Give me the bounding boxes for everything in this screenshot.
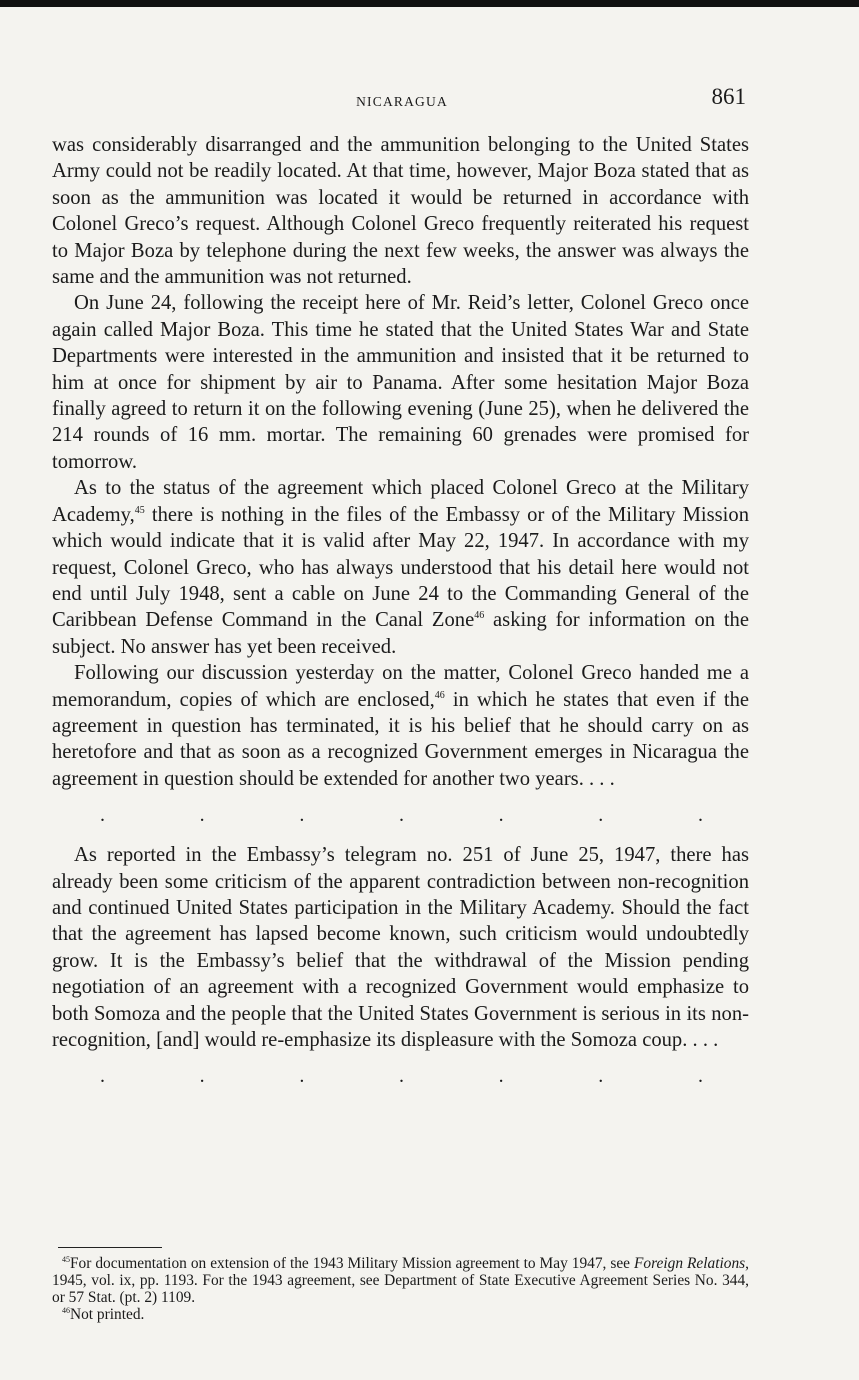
ellipsis-dot: . [498,804,504,827]
paragraph-text: Following our discussion yesterday on the matter, Colonel Greco handed me a memorandum, copies of which are enclosed, [52,662,749,711]
paragraph-text: asking for information on the subject. No answer has yet been received. [52,609,749,658]
footnote-text: , 1945, vol. ix, pp. 1193. For the 1943 agreement, see Department of State Executive Agreement Series No. 344, or 57 Stat. (pt. 2) 1109. [52,1255,749,1306]
footnote-ref-46[interactable]: 46 [474,610,485,622]
paragraph-june-24: On June 24, following the receipt here of Mr. Reid’s letter, Colonel Greco once again called Major Boza. This time he stated that the United States War and State Departments were interested in the ammunition and insisted that it be returned to him at once for shipment by air to Panama. After some hesitation Major Boza finally agreed to return it on the following evening (June 25), when he delivered the 214 rounds of 16 mm. mortar. The remaining 60 grenades were promised for tomorrow. [52,292,749,473]
ellipsis-dot: . [199,804,205,827]
footnote-ref-46[interactable]: 46 [434,689,445,701]
ellipsis-dot: . [598,1065,604,1088]
ellipsis-dot: . [398,1065,404,1088]
top-border [0,0,859,7]
ellipsis-dot: . [299,804,305,827]
footnote-marker: 46 [62,1306,70,1315]
paragraph-text: there is nothing in the files of the Embassy or of the Military Mission which would indicate that it is valid after May 22, 1947. In accordance with my request, Colonel Greco, who has always understood that his detail here would not end until July 1948, sent a cable on June 24 to the Commanding General of the Caribbean Defense Command in the Canal Zone [52,503,749,632]
running-head: NICARAGUA [356,94,448,109]
paragraph-text: in which he states that even if the agreement in question has terminated, it is his belief that he should carry on as heretofore and that as soon as a recognized Government emerges in Nicaragua the agreement in question should be extended for another two years. . . . [52,688,750,790]
paragraph-memorandum [52,660,749,792]
ellipsis-dot: . [697,804,703,827]
paragraph-telegram: As reported in the Embassy’s telegram no. 251 of June 25, 1947, there has already been some criticism of the apparent contradiction between non-recognition and continued United States participation in the Military Academy. Should the fact that the agreement has lapsed become known, such criticism would undoubtedly grow. It is the Embassy’s belief that the withdrawal of the Mission pending negotiation of an agreement with a recognized Government would emphasize to both Somoza and the people that the United States Government is serious in its non-recognition, [and] would re-emphasize its displeasure with the Somoza coup. . . . [52,844,749,1051]
paragraph-continuation: was considerably disarranged and the ammunition belonging to the United States Army could not be readily located. At that time, however, Major Boza stated that as soon as the ammunition was located it would be returned in accordance with Colonel Greco’s request. Although Colonel Greco frequently reiterated his request to Major Boza by telephone during the next few weeks, the answer was always the same and the ammunition was not returned. [52,134,749,289]
footnote-45 [52,1255,749,1306]
footnote-italic-title: Foreign Relations [634,1255,746,1272]
ellipsis-dot: . [100,1065,105,1088]
ellipsis-row [52,1063,749,1089]
footnotes [52,1255,749,1323]
page-header [52,84,752,114]
paragraph-text: As to the status of the agreement which placed Colonel Greco at the Military Academy, [52,477,749,526]
ellipsis-dot: . [598,804,604,827]
footnote-46 [52,1306,749,1323]
footnote-ref-45[interactable]: 45 [134,504,145,516]
ellipsis-dot: . [398,804,404,827]
ellipsis-dot: . [498,1065,504,1088]
footnote-divider [58,1247,162,1248]
footnote-marker: 45 [62,1255,70,1264]
ellipsis-dot: . [697,1065,703,1088]
body-text [52,132,749,1103]
ellipsis-dot: . [199,1065,205,1088]
paragraph-agreement-status [52,475,749,660]
page-number: 861 [711,84,746,109]
ellipsis-row [52,802,749,828]
footnote-text: For documentation on extension of the 1943 Military Mission agreement to May 1947, see [70,1255,634,1272]
ellipsis-dot: . [299,1065,305,1088]
ellipsis-dot: . [100,804,105,827]
footnote-text: Not printed. [70,1306,145,1323]
